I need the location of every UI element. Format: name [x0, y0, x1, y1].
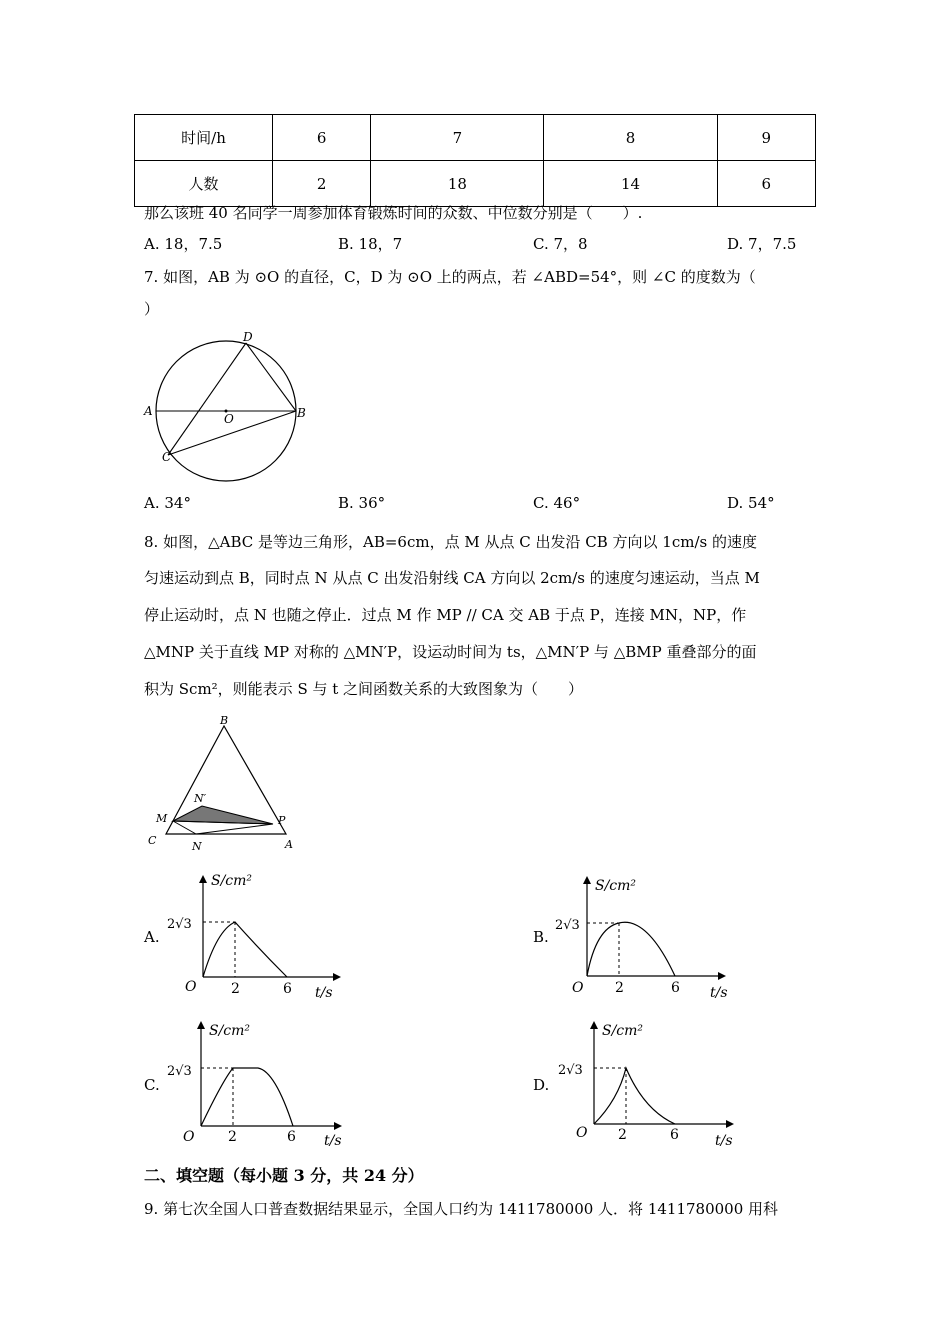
y-axis-label: S/cm² — [595, 878, 637, 894]
label-a: A — [144, 404, 153, 418]
graph-b — [552, 870, 737, 1005]
q7-option-a: A. 34° — [144, 494, 191, 512]
x-tick-2: 2 — [228, 1129, 237, 1145]
circle-figure — [140, 325, 320, 490]
table-cell: 9 — [717, 115, 815, 161]
y-axis-label: S/cm² — [209, 1023, 251, 1039]
table-cell: 2 — [273, 161, 371, 207]
x-axis-label: t/s — [315, 985, 333, 1001]
q6-option-a: A. 18，7.5 — [144, 235, 223, 253]
label-n: N — [192, 840, 202, 853]
x-axis-label: t/s — [710, 985, 728, 1001]
label-c: C — [162, 450, 172, 464]
q6-option-c: C. 7，8 — [533, 235, 588, 253]
triangle-figure — [140, 710, 310, 855]
q8-option-a-label: A. — [144, 928, 160, 946]
q8-line-3: 停止运动时，点 N 也随之停止．过点 M 作 MP // CA 交 AB 于点 P，连接 MN，NP，作 — [144, 606, 747, 624]
origin-label: O — [183, 1129, 195, 1145]
table-cell: 6 — [717, 161, 815, 207]
q8-line-5: 积为 Scm²，则能表示 S 与 t 之间函数关系的大致图象为（ ） — [144, 680, 584, 698]
q8-option-b-label: B. — [533, 928, 549, 946]
graph-a — [165, 865, 350, 1005]
origin-label: O — [185, 979, 197, 995]
y-axis-label: S/cm² — [211, 873, 253, 889]
label-b: B — [220, 714, 229, 727]
x-tick-2: 2 — [231, 981, 240, 997]
q8-option-c-label: C. — [144, 1076, 160, 1094]
x-tick-6: 6 — [671, 980, 680, 996]
q8-line-4: △MNP 关于直线 MP 对称的 △MN′P，设运动时间为 ts，△MN′P 与 △BMP 重叠部分的面 — [144, 643, 757, 661]
label-d: D — [243, 330, 253, 344]
q7-option-c: C. 46° — [533, 494, 581, 512]
label-c: C — [148, 834, 157, 847]
table-row — [135, 115, 816, 161]
data-table — [134, 114, 816, 207]
q7-option-b: B. 36° — [338, 494, 386, 512]
table-cell: 6 — [273, 115, 371, 161]
section-title: 二、填空题（每小题 3 分，共 24 分） — [144, 1166, 424, 1185]
q6-option-b: B. 18，7 — [338, 235, 403, 253]
graph-c — [163, 1015, 353, 1150]
label-m: M — [156, 812, 168, 825]
x-axis-label: t/s — [324, 1133, 342, 1149]
table-cell: 人数 — [135, 161, 273, 207]
q7-stem-cont: ） — [144, 300, 160, 318]
q6-option-d: D. 7，7.5 — [727, 235, 797, 253]
label-a: A — [285, 838, 293, 851]
y-tick-label: 2√3 — [167, 1064, 192, 1079]
table-row — [135, 161, 816, 207]
y-tick-label: 2√3 — [558, 1063, 583, 1078]
table-cell: 14 — [544, 161, 717, 207]
table-cell: 7 — [371, 115, 544, 161]
y-axis-label: S/cm² — [602, 1023, 644, 1039]
q8-option-d-label: D. — [533, 1076, 550, 1094]
label-p: P — [278, 814, 286, 827]
x-tick-2: 2 — [618, 1127, 627, 1143]
q7-option-d: D. 54° — [727, 494, 775, 512]
q9-stem: 9. 第七次全国人口普查数据结果显示，全国人口约为 1411780000 人．将 1411780000 用科 — [144, 1200, 779, 1218]
origin-label: O — [572, 980, 584, 996]
origin-label: O — [576, 1125, 588, 1141]
table-cell: 8 — [544, 115, 717, 161]
label-b: B — [297, 406, 306, 420]
x-tick-6: 6 — [283, 981, 292, 997]
label-o: O — [224, 412, 234, 426]
table-cell: 18 — [371, 161, 544, 207]
label-n-prime: N′ — [194, 792, 207, 805]
q8-line-2: 匀速运动到点 B，同时点 N 从点 C 出发沿射线 CA 方向以 2cm/s 的速度匀速运动，当点 M — [144, 569, 760, 587]
y-tick-label: 2√3 — [167, 917, 192, 932]
q6-stem: 那么该班 40 名同学一周参加体育锻炼时间的众数、中位数分别是（ ）. — [144, 204, 643, 222]
graph-d — [552, 1015, 742, 1150]
table-cell: 时间/h — [135, 115, 273, 161]
x-tick-2: 2 — [615, 980, 624, 996]
q8-line-1: 8. 如图，△ABC 是等边三角形，AB=6cm，点 M 从点 C 出发沿 CB 方向以 1cm/s 的速度 — [144, 533, 757, 551]
q7-stem: 7. 如图，AB 为 ⊙O 的直径，C，D 为 ⊙O 上的两点，若 ∠ABD=54°，则 ∠C 的度数为（ — [144, 268, 756, 286]
y-tick-label: 2√3 — [555, 918, 580, 933]
x-tick-6: 6 — [287, 1129, 296, 1145]
x-tick-6: 6 — [670, 1127, 679, 1143]
x-axis-label: t/s — [715, 1133, 733, 1149]
